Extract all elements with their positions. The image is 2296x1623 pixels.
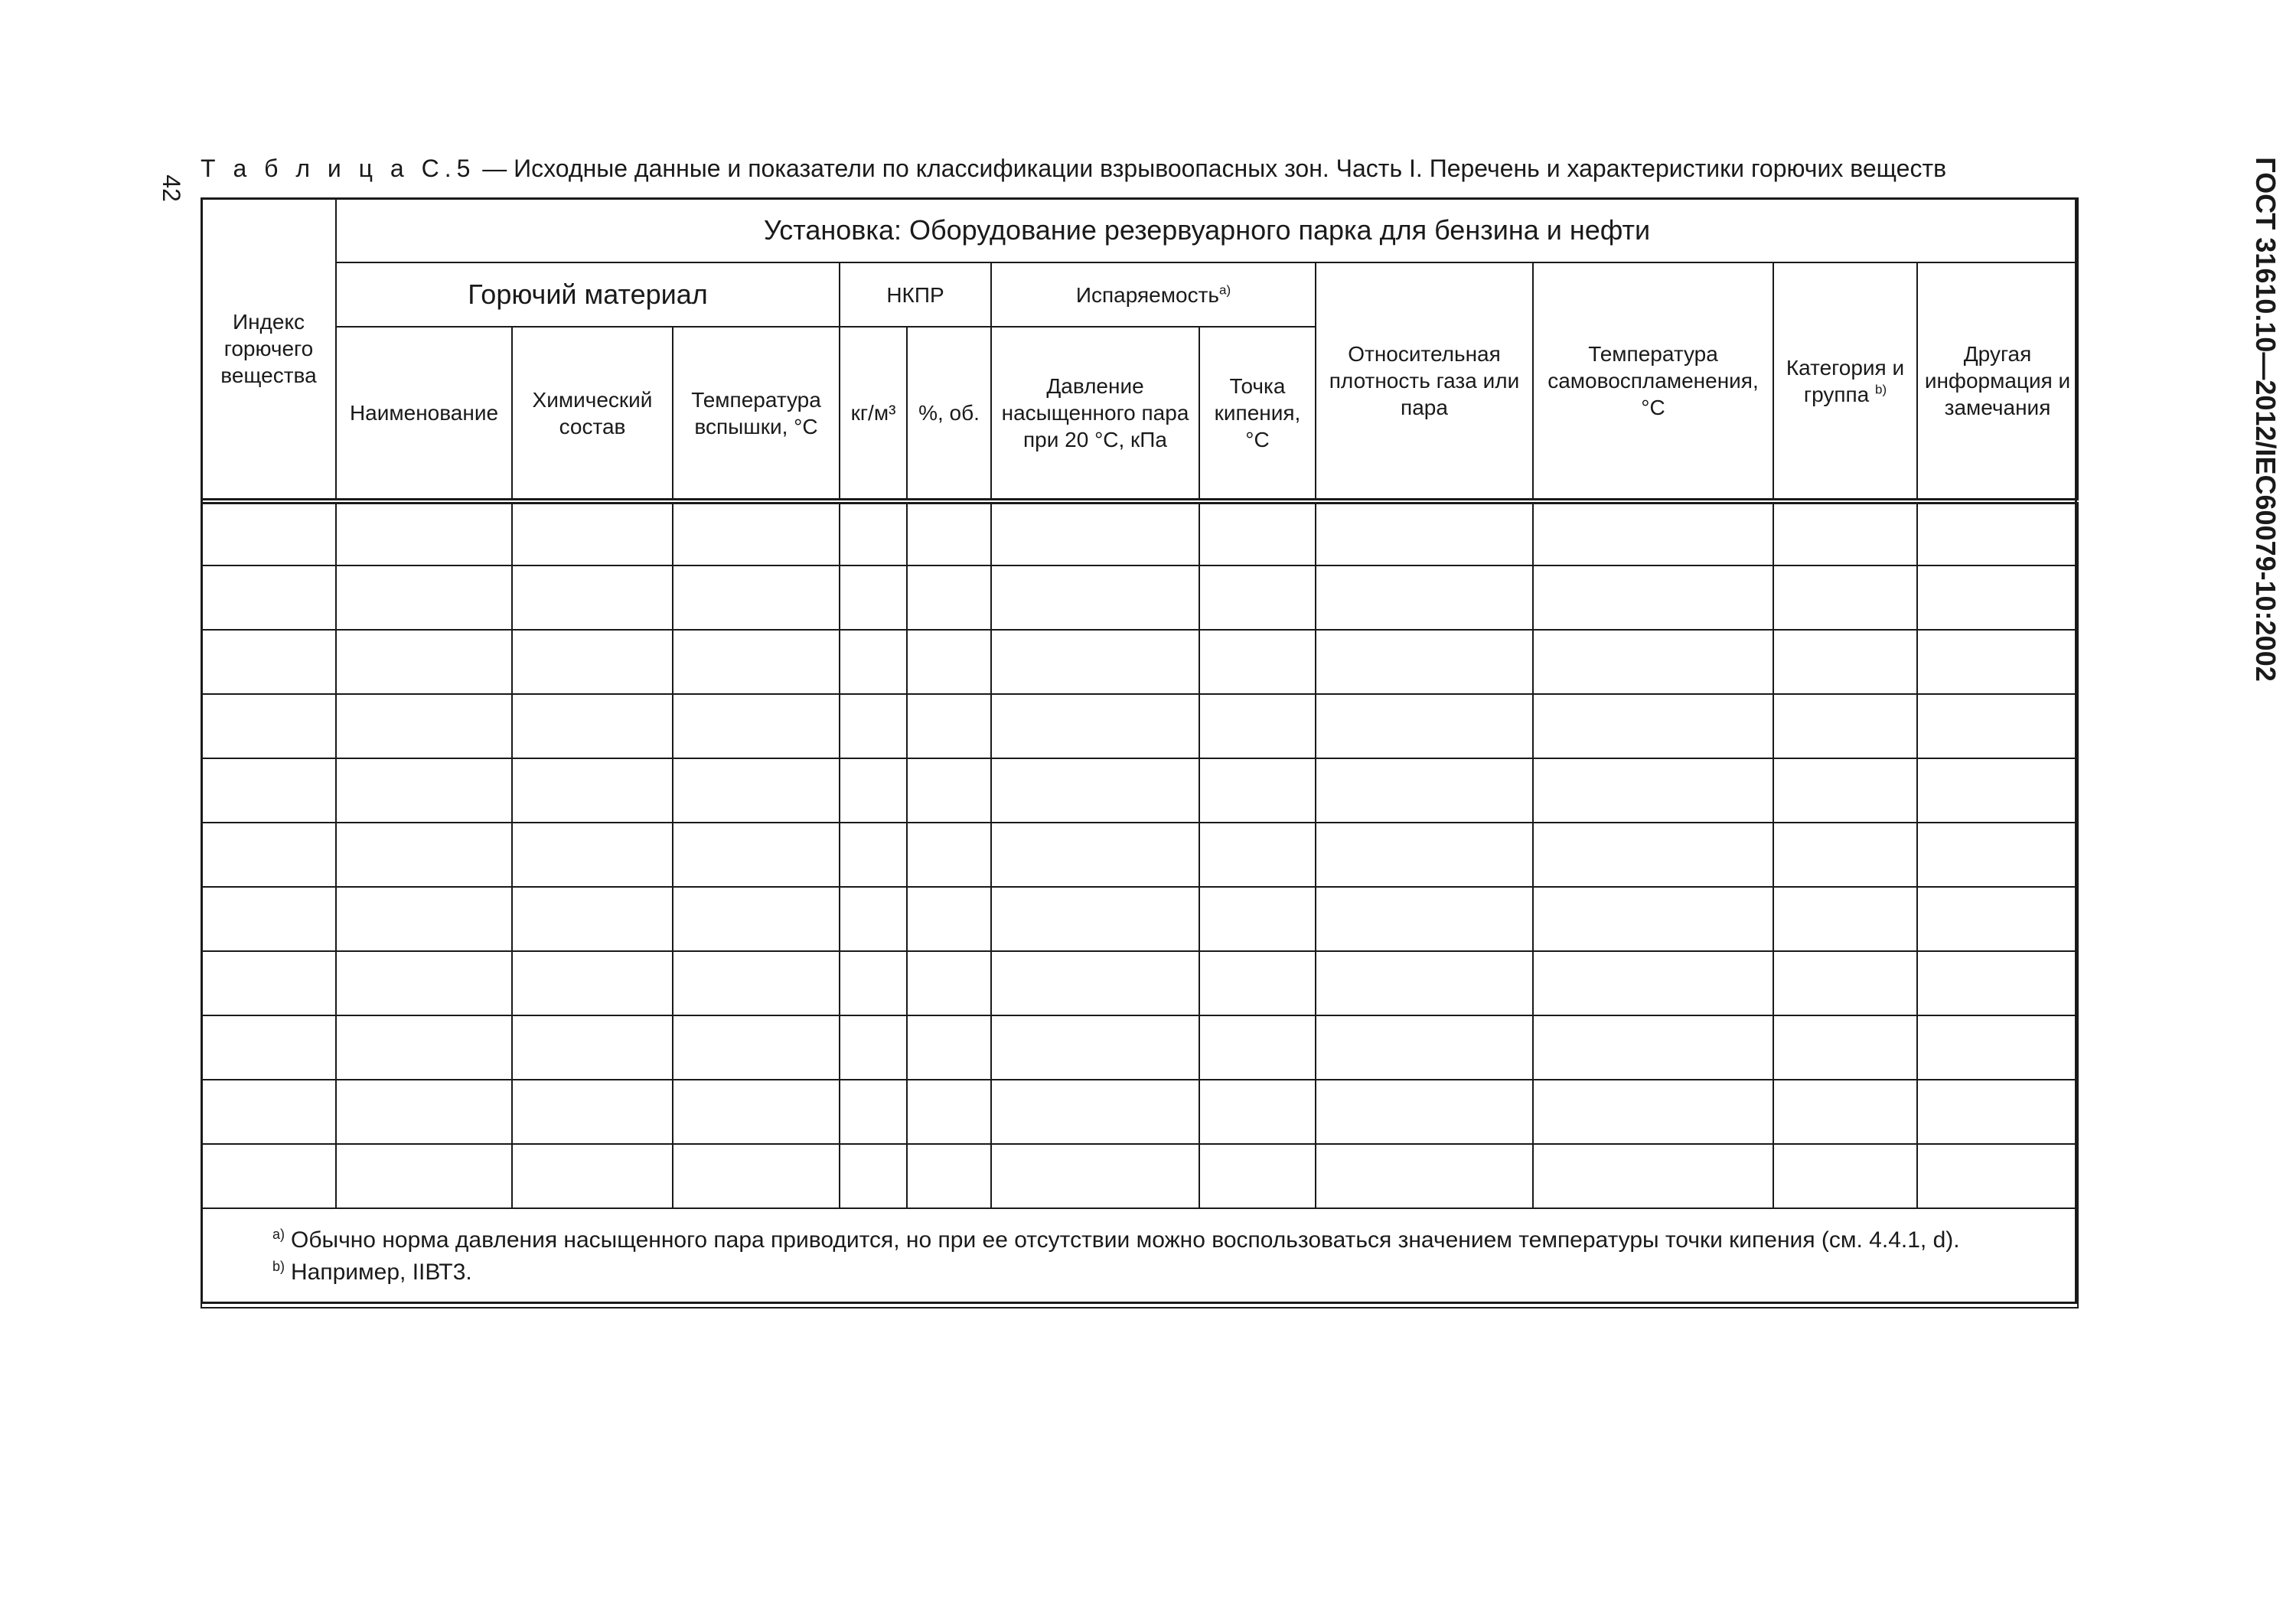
header-kg-m3: кг/м³ bbox=[840, 327, 907, 501]
table-caption bbox=[201, 153, 2037, 184]
footnotes bbox=[272, 1224, 2033, 1289]
footnote-a bbox=[272, 1224, 2033, 1256]
caption-text: Исходные данные и показатели по классификации взрывоопасных зон. Часть I. Перечень и характеристики горючих веществ bbox=[514, 155, 1947, 182]
header-index: Индекс горючего вещества bbox=[201, 198, 336, 501]
header-name: Наименование bbox=[336, 327, 512, 501]
table-frame bbox=[201, 197, 2077, 1304]
header-boiling-point: Точка кипения, °С bbox=[1199, 327, 1316, 501]
header-material: Горючий материал bbox=[336, 262, 840, 327]
header-composition: Химический состав bbox=[512, 327, 673, 501]
footnote-b bbox=[272, 1256, 2033, 1289]
header-relative-density: Относительная плотность газа или пара bbox=[1316, 262, 1533, 501]
header-category-text: Категория и группа bbox=[1786, 355, 1905, 406]
caption-label: Т а б л и ц а С.5 bbox=[201, 155, 476, 182]
header-vapor-pressure: Давление насыщенного пара при 20 °С, кПа bbox=[991, 327, 1199, 501]
header-installation: Установка: Оборудование резервуарного парка для бензина и нефти bbox=[336, 198, 2078, 262]
document-code: ГОСТ 31610.10—2012/IEC60079-10:2002 bbox=[2250, 157, 2281, 682]
header-autoignition: Температура самовоспламенения, °С bbox=[1533, 262, 1773, 501]
footnote-a-mark: a) bbox=[1218, 282, 1231, 298]
footnote-b-text: Например, IIВТ3. bbox=[291, 1260, 472, 1285]
header-nkpr: НКПР bbox=[840, 262, 991, 327]
caption-dash: — bbox=[475, 155, 514, 182]
footnote-a-text: Обычно норма давления насыщенного пара приводится, но при ее отсутствии можно воспользоваться значением температуры точки кипения (см. 4.4.1, d). bbox=[291, 1227, 1960, 1253]
header-other: Другая информация и замечания bbox=[1917, 262, 2078, 501]
header-volatility-text: Испаряемость bbox=[1075, 282, 1219, 307]
page-number: 42 bbox=[158, 174, 185, 202]
footnote-a-label: a) bbox=[272, 1227, 285, 1242]
footnote-b-mark: b) bbox=[1875, 382, 1887, 397]
header-percent: %, об. bbox=[907, 327, 991, 501]
footnote-b-label: b) bbox=[272, 1259, 285, 1274]
header-flash-point: Температура вспышки, °С bbox=[673, 327, 840, 501]
